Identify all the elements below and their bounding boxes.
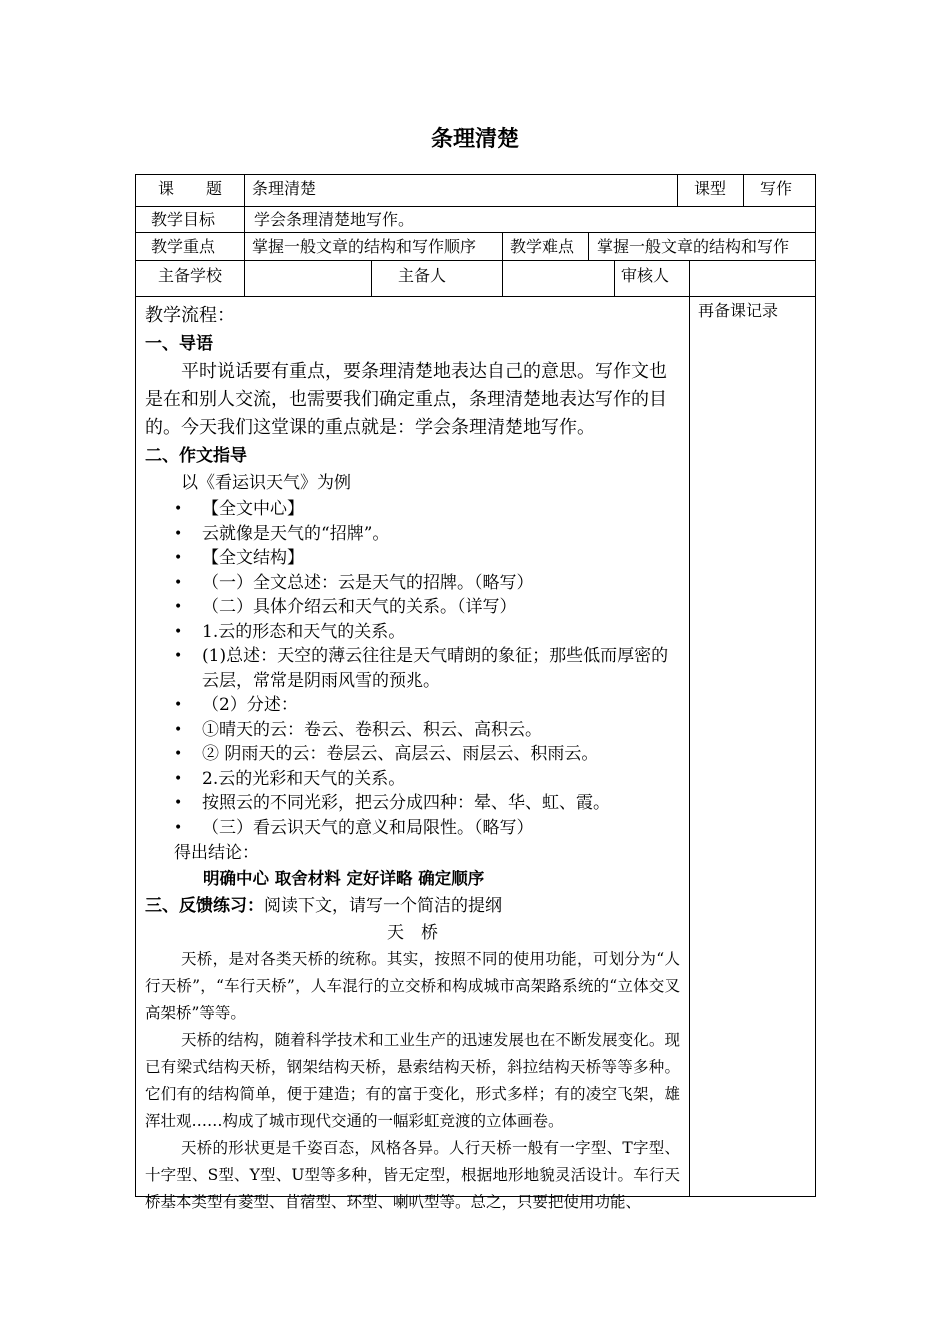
- article-paragraph: 天桥的形状更是千姿百态，风格各异。人行天桥一般有一字型、T字型、十字型、S型、Y型、U型等多种，皆无定型，根据地形地貌灵活设计。车行天桥基本类型有菱型、苜蓿型、环型、喇叭型等。总之，只要把使用功能、: [145, 1139, 680, 1211]
- list-item: • 按照云的不同光彩，把云分成四种：晕、华、虹、霞。: [174, 793, 610, 813]
- label-goal: 教学目标: [151, 210, 216, 229]
- side-note-label: 再备课记录: [698, 301, 779, 320]
- row-divider: [135, 206, 816, 207]
- list-item: • （二）具体介绍云和天气的关系。（详写）: [174, 597, 517, 617]
- section-2-title: 二、作文指导: [145, 446, 247, 466]
- list-item: • （一）全文总述：云是天气的招牌。（略写）: [174, 572, 534, 593]
- article-paragraph: 天桥，是对各类天桥的统称。其实，按照不同的使用功能，可划分为“人行天桥”，“车行天桥”，人车混行的立交桥和构成城市高架路系统的“立体交叉高架桥”等等。: [145, 950, 680, 1022]
- section-3-text: 阅读下文，请写一个简洁的提纲: [264, 896, 502, 916]
- conclusion: 明确中心 取舍材料 定好详略 确定顺序: [203, 869, 485, 888]
- value-difficulty: 掌握一般文章的结构和写作: [597, 237, 790, 256]
- label-difficulty: 教学难点: [510, 237, 575, 256]
- value-goal: 学会条理清楚地写作。: [254, 210, 415, 229]
- list-item: • ①晴天的云：卷云、卷积云、积云、高积云。: [174, 719, 542, 740]
- flow-label: 教学流程：: [145, 305, 235, 326]
- value-topic: 条理清楚: [252, 179, 317, 198]
- col-divider: [588, 232, 589, 260]
- list-item: • （三）看云识天气的意义和局限性。（略写）: [174, 817, 534, 838]
- col-divider: [614, 260, 615, 296]
- col-divider: [689, 260, 690, 1197]
- list-item: • （2）分述：: [174, 695, 298, 715]
- row-divider: [135, 232, 816, 233]
- value-key-point: 掌握一般文章的结构和写作顺序: [252, 237, 477, 256]
- page-title: 条理清楚: [430, 127, 519, 152]
- list-item: • 2.云的光彩和天气的关系。: [174, 768, 406, 789]
- list-item: • 【全文中心】: [174, 499, 304, 519]
- col-divider: [244, 174, 245, 296]
- col-divider: [677, 174, 678, 206]
- section-1-text: 平时说话要有重点，要条理清楚地表达自己的意思。写作文也是在和别人交流，也需要我们确定重点，条理清楚地表达写作的目的。今天我们这堂课的重点就是：学会条理清楚地写作。: [145, 361, 667, 438]
- section-3: [145, 892, 680, 920]
- list-item: • 【全文结构】: [174, 548, 304, 568]
- list-item: • 1.云的形态和天气的关系。: [174, 621, 406, 642]
- list-item: • 云就像是天气的“招牌”。: [174, 523, 390, 544]
- label-school: 主备学校: [158, 266, 223, 285]
- row-divider: [135, 260, 816, 261]
- label-key-point: 教学重点: [151, 237, 216, 256]
- col-divider: [502, 232, 503, 296]
- article-paragraph: 天桥的结构，随着科学技术和工业生产的迅速发展也在不断发展变化。现已有梁式结构天桥，钢架结构天桥，悬索结构天桥，斜拉结构天桥等等多种。它们有的结构简单，便于建造；有的富于变化，形式多样；有的凌空飞架，雄浑壮观……构成了城市现代交通的一幅彩虹竞渡的立体画卷。: [145, 1031, 680, 1130]
- label-reviewer: 审核人: [621, 266, 670, 285]
- lesson-body: [145, 302, 680, 1216]
- list-item: • ② 阴雨天的云：卷层云、高层云、雨层云、积雨云。: [174, 744, 599, 764]
- col-divider: [743, 174, 744, 206]
- col-divider: [371, 260, 372, 296]
- section-1-title: 一、导语: [145, 334, 213, 354]
- section-2-example: 以《看运识天气》为例: [181, 473, 351, 493]
- label-topic: 课 题: [158, 179, 223, 198]
- label-lesson-type: 课型: [694, 179, 727, 198]
- row-divider: [135, 296, 816, 297]
- conclusion-lead: 得出结论：: [174, 843, 259, 863]
- section-3-title: 三、反馈练习：: [145, 896, 264, 916]
- value-lesson-type: 写作: [760, 179, 793, 198]
- article-title: 天 桥: [387, 923, 438, 943]
- label-preparer: 主备人: [398, 266, 447, 285]
- list-item: • (1)总述：天空的薄云往往是天气晴朗的象征；那些低而厚密的云层，常常是阴雨风雪的预兆。: [174, 646, 669, 691]
